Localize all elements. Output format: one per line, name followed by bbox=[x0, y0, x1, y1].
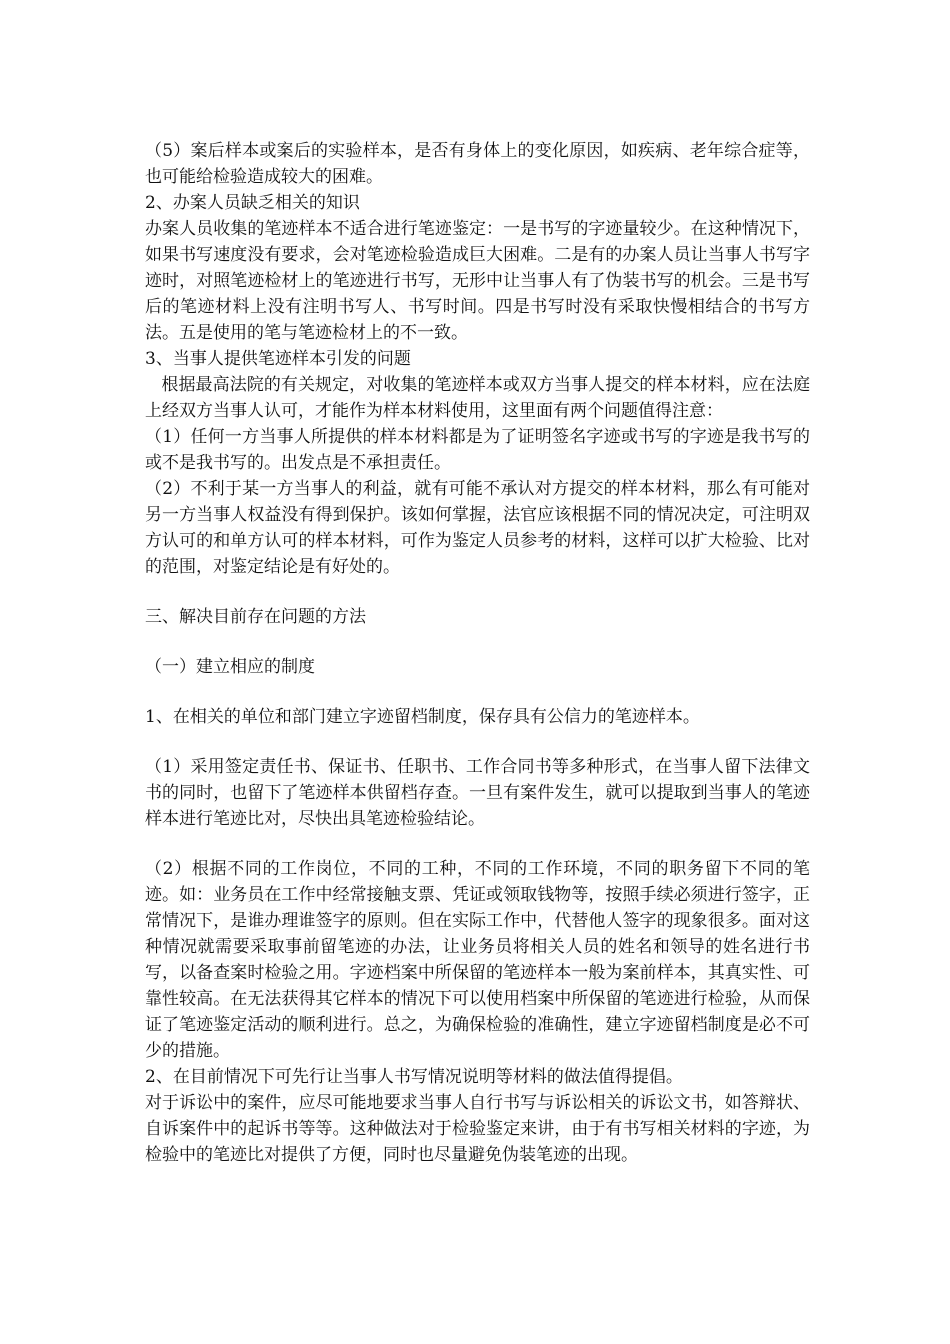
paragraph-case-sample-changes: （5）案后样本或案后的实验样本，是否有身体上的变化原因，如疾病、老年综合症等，也可能给检验造成较大的困难。 bbox=[145, 141, 810, 187]
heading-written-statements: 2、在目前情况下可先行让当事人书写情况说明等材料的做法值得提倡。 bbox=[145, 1067, 683, 1087]
subsection-heading-establish-system: （一）建立相应的制度 bbox=[145, 657, 315, 677]
paragraph-litigation-documents: 对于诉讼中的案件，应尽可能地要求当事人自行书写与诉讼相关的诉讼文书，如答辩状、自诉案件中的起诉书等等。这种做法对于检验鉴定来讲，由于有书写相关材料的字迹，为检验中的笔迹比对提供了方便，同时也尽量避免伪装笔迹的出现。 bbox=[145, 1093, 810, 1165]
paragraph-court-rules: 根据最高法院的有关规定，对收集的笔迹样本或双方当事人提交的样本材料，应在法庭上经双方当事人认可，才能作为样本材料使用，这里面有两个问题值得注意： bbox=[145, 375, 810, 421]
heading-party-provided-samples: 3、当事人提供笔迹样本引发的问题 bbox=[145, 349, 411, 369]
paragraph-point-1: （1）任何一方当事人所提供的样本材料都是为了证明签名字迹或书写的字迹是我书写的或不是我书写的。出发点是不承担责任。 bbox=[145, 427, 810, 473]
paragraph-archive-point-2: （2）根据不同的工作岗位，不同的工种，不同的工作环境，不同的职务留下不同的笔迹。如：业务员在工作中经常接触支票、凭证或领取钱物等，按照手续必须进行签字，正常情况下，是谁办理谁签字的原则。但在实际工作中，代替他人签字的现象很多。面对这种情况就需要采取事前留笔迹的办法，让业务员将相关人员的姓名和领导的姓名进行书写，以备查案时检验之用。字迹档案中所保留的笔迹样本一般为案前样本，其真实性、可靠性较高。在无法获得其它样本的情况下可以使用档案中所保留的笔迹进行检验，从而保证了笔迹鉴定活动的顺利进行。总之，为确保检验的准确性，建立字迹留档制度是必不可少的措施。 bbox=[145, 859, 810, 1061]
section-heading-solutions: 三、解决目前存在问题的方法 bbox=[145, 607, 366, 627]
heading-archive-system: 1、在相关的单位和部门建立字迹留档制度，保存具有公信力的笔迹样本。 bbox=[145, 707, 700, 727]
paragraph-point-2: （2）不利于某一方当事人的利益，就有可能不承认对方提交的样本材料，那么有可能对另一方当事人权益没有得到保护。该如何掌握，法官应该根据不同的情况决定，可注明双方认可的和单方认可的样本材料，可作为鉴定人员参考的材料，这样可以扩大检验、比对的范围，对鉴定结论是有好处的。 bbox=[145, 479, 810, 577]
heading-lack-of-knowledge: 2、办案人员缺乏相关的知识 bbox=[145, 193, 360, 213]
paragraph-unsuitable-samples: 办案人员收集的笔迹样本不适合进行笔迹鉴定：一是书写的字迹量较少。在这种情况下，如果书写速度没有要求，会对笔迹检验造成巨大困难。二是有的办案人员让当事人书写字迹时，对照笔迹检材上的笔迹进行书写，无形中让当事人有了伪装书写的机会。三是书写后的笔迹材料上没有注明书写人、书写时间。四是书写时没有采取快慢相结合的书写方法。五是使用的笔与笔迹检材上的不一致。 bbox=[145, 219, 810, 343]
paragraph-archive-point-1: （1）采用签定责任书、保证书、任职书、工作合同书等多种形式，在当事人留下法律文书的同时，也留下了笔迹样本供留档存查。一旦有案件发生，就可以提取到当事人的笔迹样本进行笔迹比对，尽快出具笔迹检验结论。 bbox=[145, 757, 810, 829]
document-body bbox=[145, 138, 810, 1168]
